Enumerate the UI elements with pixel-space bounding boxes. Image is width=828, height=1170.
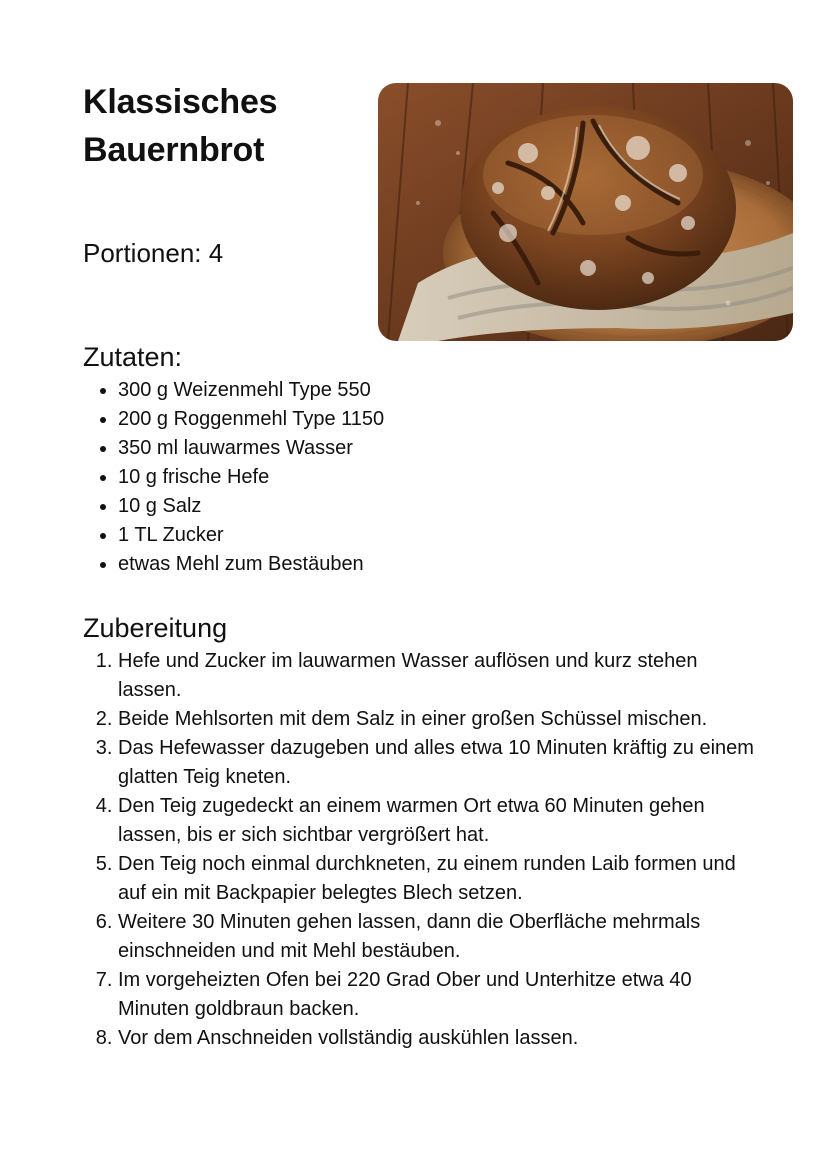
step-item: 8. Vor dem Anschneiden vollständig auskühlen lassen. <box>118 1024 763 1053</box>
recipe-title: Klassisches Bauernbrot <box>83 83 278 169</box>
ingredient-item: • 10 g frische Hefe <box>118 463 783 492</box>
ingredients-heading: Zutaten: <box>83 342 183 372</box>
ingredient-item: • 350 ml lauwarmes Wasser <box>118 434 783 463</box>
step-item: 1. Hefe und Zucker im lauwarmen Wasser auflösen und kurz stehen lassen. <box>118 647 763 705</box>
preparation-heading: Zubereitung <box>83 613 228 643</box>
ingredient-item: • 10 g Salz <box>118 492 783 521</box>
step-item: 6. Weitere 30 Minuten gehen lassen, dann die Oberfläche mehrmals einschneiden und mit Mehl bestäuben. <box>118 908 763 966</box>
step-item: 7. Im vorgeheizten Ofen bei 220 Grad Ober und Unterhitze etwa 40 Minuten goldbraun backen. <box>118 966 763 1024</box>
preparation-steps <box>83 647 763 1053</box>
ingredient-item: • 200 g Roggenmehl Type 1150 <box>118 405 783 434</box>
bread-photo <box>378 83 793 341</box>
ingredient-item: • 300 g Weizenmehl Type 550 <box>118 376 783 405</box>
preparation-section <box>83 609 763 1053</box>
ingredient-item: • etwas Mehl zum Bestäuben <box>118 550 783 579</box>
ingredient-item: • 1 TL Zucker <box>118 521 783 550</box>
step-item: 4. Den Teig zugedeckt an einem warmen Ort etwa 60 Minuten gehen lassen, bis er sich sichtbar vergrößert hat. <box>118 792 763 850</box>
servings-label: Portionen: 4 <box>83 238 224 268</box>
ingredients-list <box>83 376 783 579</box>
step-item: 2. Beide Mehlsorten mit dem Salz in einer großen Schüssel mischen. <box>118 705 763 734</box>
ingredients-section <box>83 338 783 579</box>
step-item: 5. Den Teig noch einmal durchkneten, zu einem runden Laib formen und auf ein mit Backpapier belegtes Blech setzen. <box>118 850 763 908</box>
step-item: 3. Das Hefewasser dazugeben und alles etwa 10 Minuten kräftig zu einem glatten Teig kneten. <box>118 734 763 792</box>
